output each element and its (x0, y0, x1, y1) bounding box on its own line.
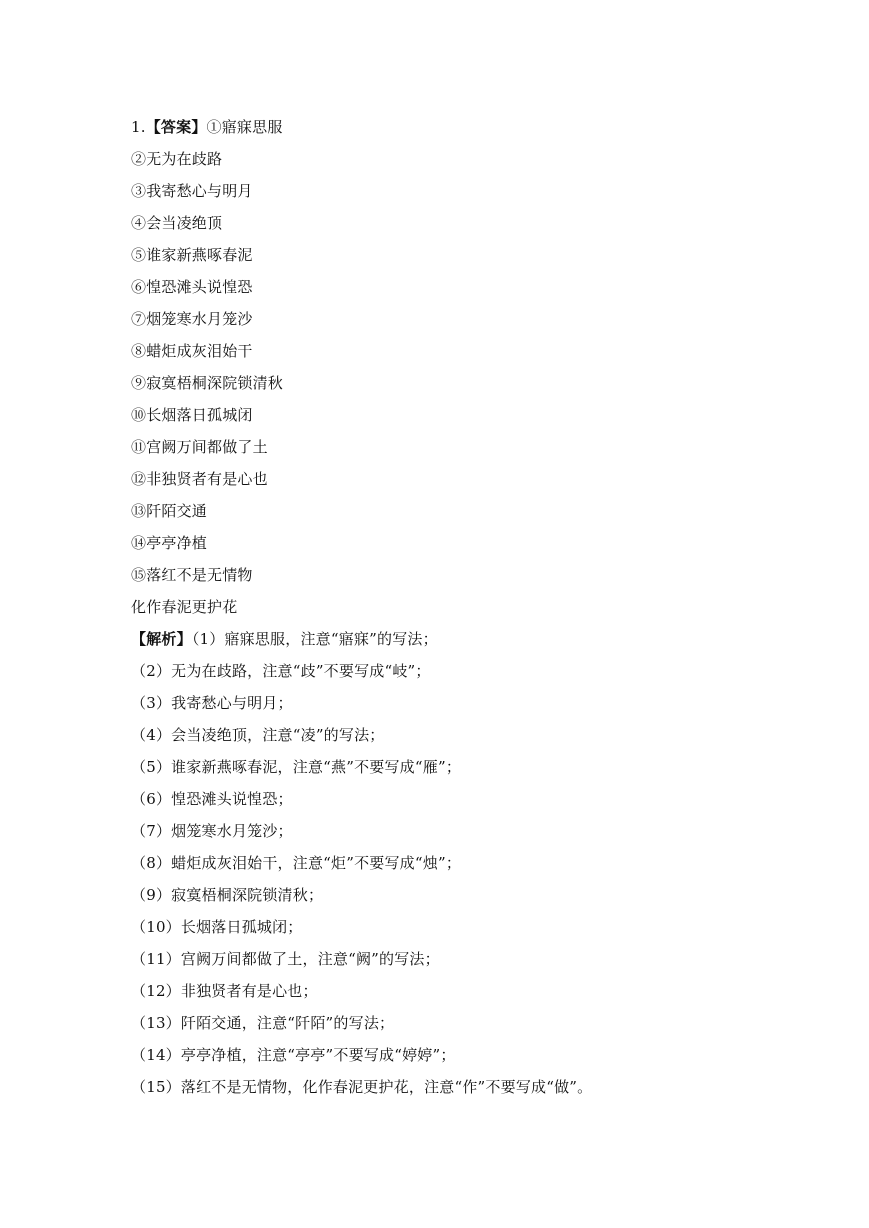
analysis-item: （14）亭亭净植，注意“亭亭”不要写成“婷婷”； (131, 1046, 456, 1064)
answer-item: ⑩长烟落日孤城闭 (131, 406, 253, 424)
answer-item: ②无为在歧路 (131, 150, 223, 168)
answer-item: ⑦烟笼寒水月笼沙 (131, 310, 253, 328)
analysis-item: （2）无为在歧路，注意“歧”不要写成“岐”； (131, 662, 431, 680)
answer-item: ⑧蜡炬成灰泪始干 (131, 342, 253, 360)
analysis-item: （5）谁家新燕啄春泥，注意“燕”不要写成“雁”； (131, 758, 462, 776)
answer-item: ⑤谁家新燕啄春泥 (131, 246, 253, 264)
answer-item: ⑪宫阙万间都做了土 (131, 438, 268, 456)
answer-item: ⑥惶恐滩头说惶恐 (131, 278, 253, 296)
answer-item: 化作春泥更护花 (131, 598, 238, 616)
answer-item: ⑨寂寞梧桐深院锁清秋 (131, 374, 284, 392)
analysis-item: （8）蜡炬成灰泪始干，注意“炬”不要写成“烛”； (131, 854, 462, 872)
analysis-item: （13）阡陌交通，注意“阡陌”的写法； (131, 1014, 395, 1032)
answer-item: ④会当凌绝顶 (131, 214, 223, 232)
analysis-item: （6）惶恐滩头说惶恐； (131, 790, 293, 808)
analysis-item: （4）会当凌绝顶，注意“凌”的写法； (131, 726, 385, 744)
analysis-item: （12）非独贤者有是心也； (131, 982, 318, 1000)
analysis-item: （7）烟笼寒水月笼沙； (131, 822, 293, 840)
analysis-item: （10）长烟落日孤城闭； (131, 918, 303, 936)
answer-line-1 (131, 114, 831, 146)
analysis-item: （1）寤寐思服，注意“寤寐”的写法； (191, 630, 438, 648)
analysis-item: （11）宫阙万间都做了土，注意“阙”的写法； (131, 950, 440, 968)
analysis-tag: 【解析】 (131, 630, 192, 648)
answer-item: ⑫非独贤者有是心也 (131, 470, 268, 488)
answer-item: ⑬阡陌交通 (131, 502, 208, 520)
answer-item: ⑮落红不是无情物 (131, 566, 253, 584)
analysis-item: （3）我寄愁心与明月； (131, 694, 293, 712)
answer-item: ⑭亭亭净植 (131, 534, 208, 552)
analysis-line-1 (131, 626, 831, 658)
analysis-item: （9）寂寞梧桐深院锁清秋； (131, 886, 324, 904)
answer-item: ③我寄愁心与明月 (131, 182, 253, 200)
analysis-item: （15）落红不是无情物，化作春泥更护花，注意“作”不要写成“做”。 (131, 1078, 593, 1096)
answer-tag: 【答案】 (145, 118, 207, 136)
question-number: 1. (131, 118, 146, 136)
answer-content (131, 114, 831, 1106)
answer-item: ①寤寐思服 (206, 118, 283, 136)
